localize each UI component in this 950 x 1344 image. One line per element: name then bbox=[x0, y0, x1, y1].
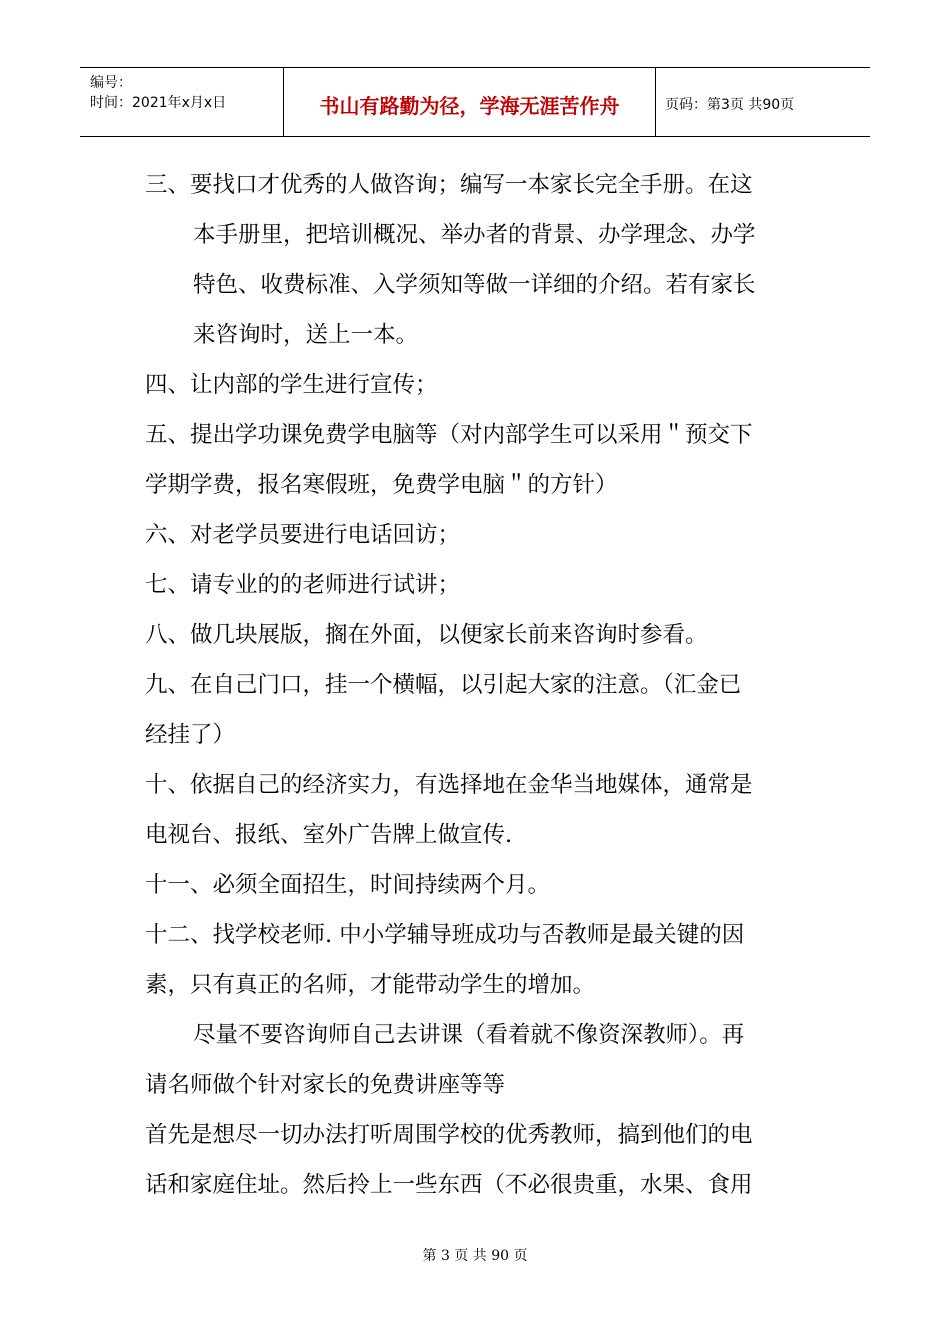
text-line: 特色、收费标准、入学须知等做一详细的介绍。若有家长 bbox=[193, 272, 756, 298]
text-line: 尽量不要咨询师自己去讲课（看着就不像资深教师）。再 bbox=[193, 1022, 745, 1048]
text-line: 三、要找口才优秀的人做咨询；编写一本家长完全手册。在这 bbox=[145, 172, 753, 198]
document-time-label: 时间：2021年x月x日 bbox=[90, 95, 227, 111]
text-line: 本手册里，把培训概况、举办者的背景、办学理念、办学 bbox=[193, 222, 756, 248]
text-line: 四、让内部的学生进行宣传； bbox=[145, 372, 438, 398]
header-info-cell bbox=[80, 68, 283, 136]
text-line: 十、依据自己的经济实力，有选择地在金华当地媒体，通常是 bbox=[145, 772, 753, 798]
text-line: 电视台、报纸、室外广告牌上做宣传. bbox=[145, 822, 513, 848]
text-line: 请名师做个针对家长的免费讲座等等 bbox=[145, 1072, 506, 1098]
text-line: 八、做几块展版，搁在外面，以便家长前来咨询时参看。 bbox=[145, 622, 708, 648]
text-line: 十一、必须全面招生，时间持续两个月。 bbox=[145, 872, 551, 898]
page-header bbox=[80, 67, 870, 137]
text-line: 首先是想尽一切办法打听周围学校的优秀教师，搞到他们的电 bbox=[145, 1122, 753, 1148]
text-line: 五、提出学功课免费学电脑等（对内部学生可以采用＂预交下 bbox=[145, 422, 753, 448]
text-line: 学期学费，报名寒假班，免费学电脑＂的方针） bbox=[145, 472, 618, 498]
page-footer: 第 3 页 共 90 页 bbox=[422, 1248, 528, 1264]
document-number-label: 编号： bbox=[90, 75, 132, 91]
text-line: 六、对老学员要进行电话回访； bbox=[145, 522, 461, 548]
text-line: 来咨询时，送上一本。 bbox=[193, 322, 419, 348]
header-motto-cell bbox=[283, 68, 656, 136]
text-line: 经挂了） bbox=[145, 722, 236, 748]
text-line: 十二、找学校老师. 中小学辅导班成功与否教师是最关键的因 bbox=[145, 922, 745, 948]
header-page-cell bbox=[655, 68, 870, 136]
text-line: 九、在自己门口，挂一个横幅，以引起大家的注意。（汇金已 bbox=[145, 672, 742, 698]
text-line: 话和家庭住址。然后拎上一些东西（不必很贵重，水果、食用 bbox=[145, 1172, 753, 1198]
text-line: 七、请专业的的老师进行试讲； bbox=[145, 572, 461, 598]
header-page-label: 页码：第3页 共90页 bbox=[665, 97, 795, 113]
header-motto: 书山有路勤为径，学海无涯苦作舟 bbox=[319, 94, 620, 118]
text-line: 素，只有真正的名师，才能带动学生的增加。 bbox=[145, 972, 596, 998]
